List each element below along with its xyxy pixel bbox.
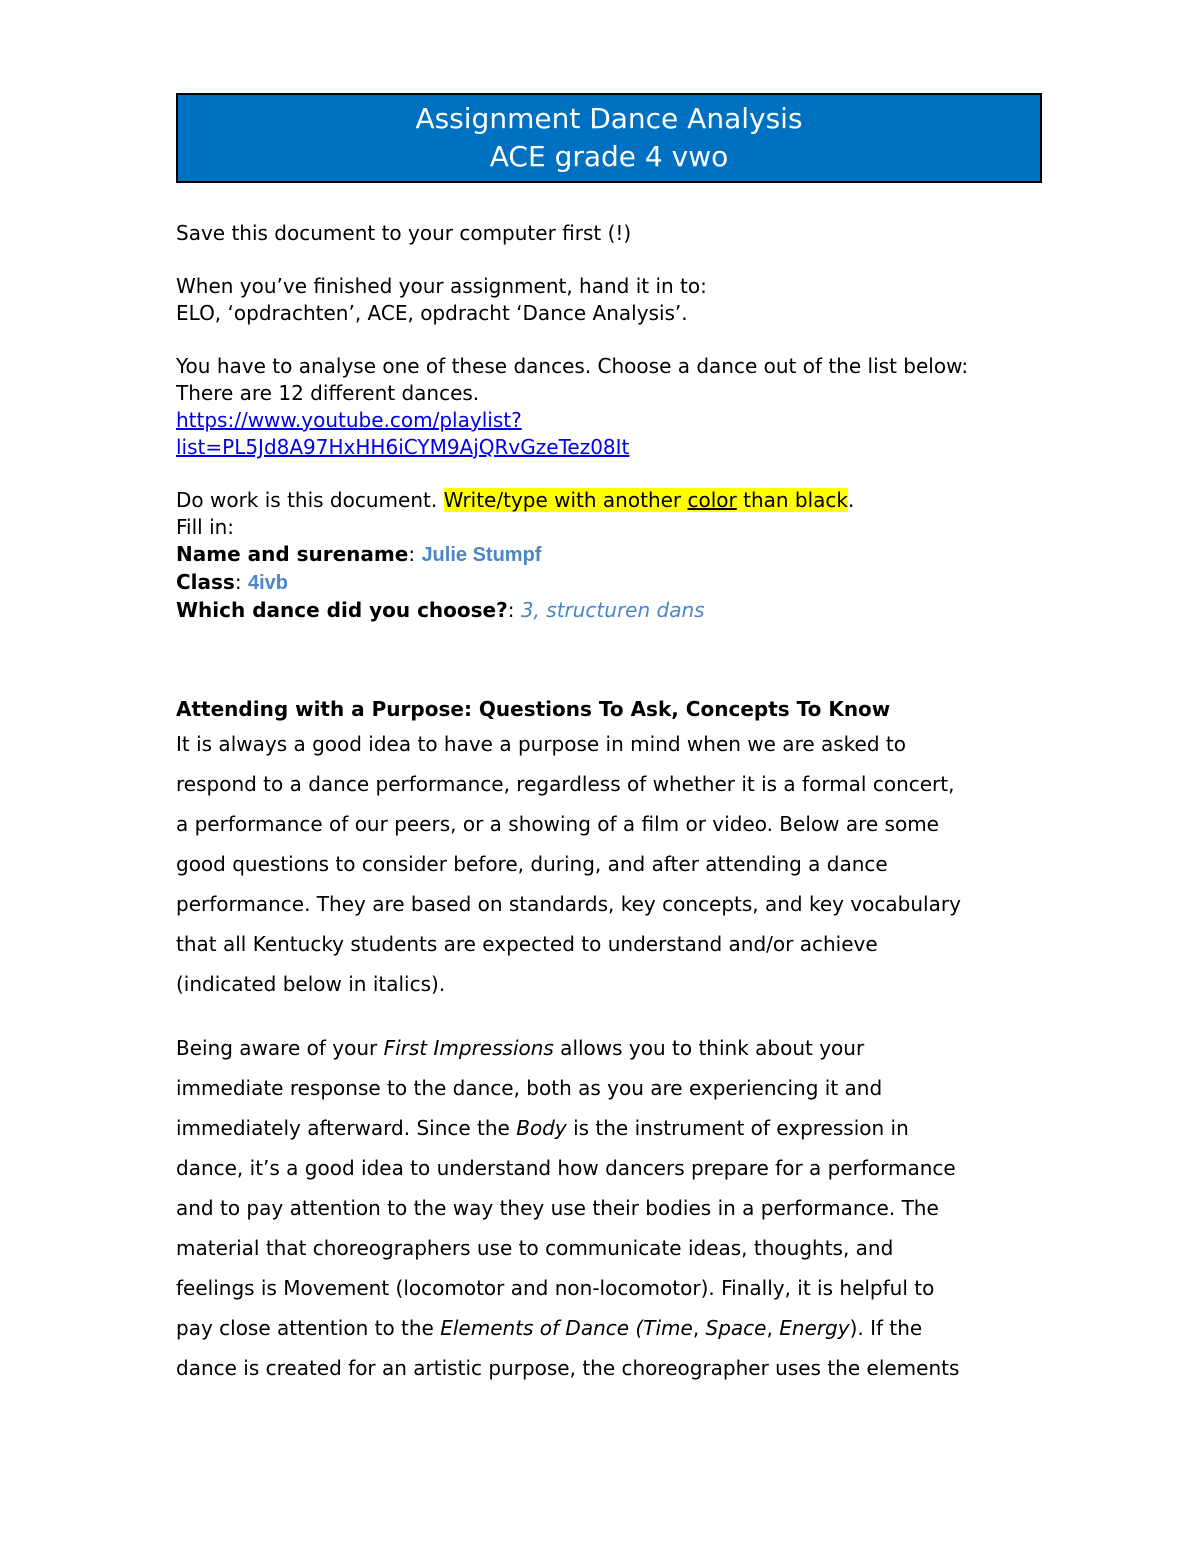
document-body (176, 220, 1036, 1388)
document-title: Assignment Dance Analysis (415, 102, 803, 135)
elements-of-dance-term: Elements of Dance (440, 1316, 630, 1340)
para2-line (176, 1028, 1036, 1068)
para2-text: ). If the (849, 1316, 923, 1340)
work-instruction-prefix: Do work is this document. (176, 488, 444, 512)
para2-text: immediately afterward. Since the (176, 1116, 517, 1140)
para2-text: is the instrument of expression in (566, 1116, 909, 1140)
para1-line: performance. They are based on standards, key concepts, and key vocabulary (176, 892, 961, 916)
work-instruction-suffix: . (848, 488, 855, 512)
choose-line-2: There are 12 different dances. (176, 381, 480, 405)
para1-line: respond to a dance performance, regardless of whether it is a formal concert, (176, 772, 955, 796)
para2-text: , (692, 1316, 706, 1340)
section-heading-a: Attending with a Purpose (176, 697, 464, 721)
playlist-link-line-1[interactable]: https://www.youtube.com/playlist? (176, 408, 522, 432)
first-impressions-term: First Impressions (383, 1036, 554, 1060)
para2-line: feelings is Movement (locomotor and non-locomotor). Finally, it is helpful to (176, 1276, 935, 1300)
energy-term: Energy (779, 1316, 850, 1340)
para2-line: dance is created for an artistic purpose, the choreographer uses the elements (176, 1356, 960, 1380)
section-heading-b: Questions To Ask, Concepts To Know (478, 697, 891, 721)
hand-in-line-2: ELO, ‘opdrachten’, ACE, opdracht ‘Dance Analysis’. (176, 301, 688, 325)
highlighted-instruction (444, 488, 848, 512)
fill-in-label: Fill in: (176, 515, 235, 539)
para1-line: It is always a good idea to have a purpose in mind when we are asked to (176, 732, 906, 756)
name-label: Name and surename (176, 542, 409, 566)
para2-text: allows you to think about your (553, 1036, 865, 1060)
highlight-color-word: color (687, 488, 737, 512)
name-colon: : (408, 542, 422, 566)
dance-colon: : (507, 598, 521, 622)
class-label: Class (176, 570, 235, 594)
para1-line: (indicated below in italics). (176, 972, 446, 996)
para2-line: dance, it’s a good idea to understand how dancers prepare for a performance (176, 1156, 956, 1180)
para1-line: good questions to consider before, during, and after attending a dance (176, 852, 888, 876)
body-term: Body (516, 1116, 567, 1140)
para1-line: a performance of our peers, or a showing of a film or video. Below are some (176, 812, 939, 836)
para2-text: ( (629, 1316, 644, 1340)
para2-line (176, 1108, 1036, 1148)
para2-line: material that choreographers use to communicate ideas, thoughts, and (176, 1236, 894, 1260)
para2-line: and to pay attention to the way they use their bodies in a performance. The (176, 1196, 939, 1220)
hand-in-line-1: When you’ve finished your assignment, hand it in to: (176, 274, 707, 298)
playlist-link (176, 407, 1036, 461)
dance-value[interactable]: 3, structuren dans (520, 598, 705, 622)
document-title-box (176, 93, 1042, 183)
choose-line-1: You have to analyse one of these dances. Choose a dance out of the list below: (176, 354, 969, 378)
para2-line: immediate response to the dance, both as you are experiencing it and (176, 1076, 883, 1100)
class-value[interactable]: 4ivb (247, 572, 288, 594)
time-term: Time (643, 1316, 693, 1340)
name-value[interactable]: Julie Stumpf (421, 544, 542, 566)
playlist-link-line-2[interactable]: list=PL5Jd8A97HxHH6iCYM9AjQRvGzeTez08It (176, 435, 630, 459)
section-heading (176, 694, 1036, 724)
space-term: Space (705, 1316, 767, 1340)
paragraph-2 (176, 1028, 1036, 1388)
paragraph-1 (176, 724, 1036, 1004)
para2-text: pay close attention to the (176, 1316, 441, 1340)
highlight-part-2: than black (736, 488, 848, 512)
save-note: Save this document to your computer first (!) (176, 221, 632, 245)
work-instruction (176, 487, 1036, 514)
class-colon: : (234, 570, 248, 594)
dance-label: Which dance did you choose? (176, 598, 508, 622)
class-field (176, 569, 1036, 597)
name-field (176, 541, 1036, 569)
dance-field (176, 597, 1036, 624)
para2-text: , (766, 1316, 780, 1340)
section-heading-sep: : (463, 697, 479, 721)
para1-line: that all Kentucky students are expected to understand and/or achieve (176, 932, 878, 956)
highlight-part-1: Write/type with another (443, 488, 688, 512)
document-subtitle: ACE grade 4 vwo (489, 140, 729, 173)
para2-line (176, 1308, 1036, 1348)
para2-text: Being aware of your (176, 1036, 384, 1060)
